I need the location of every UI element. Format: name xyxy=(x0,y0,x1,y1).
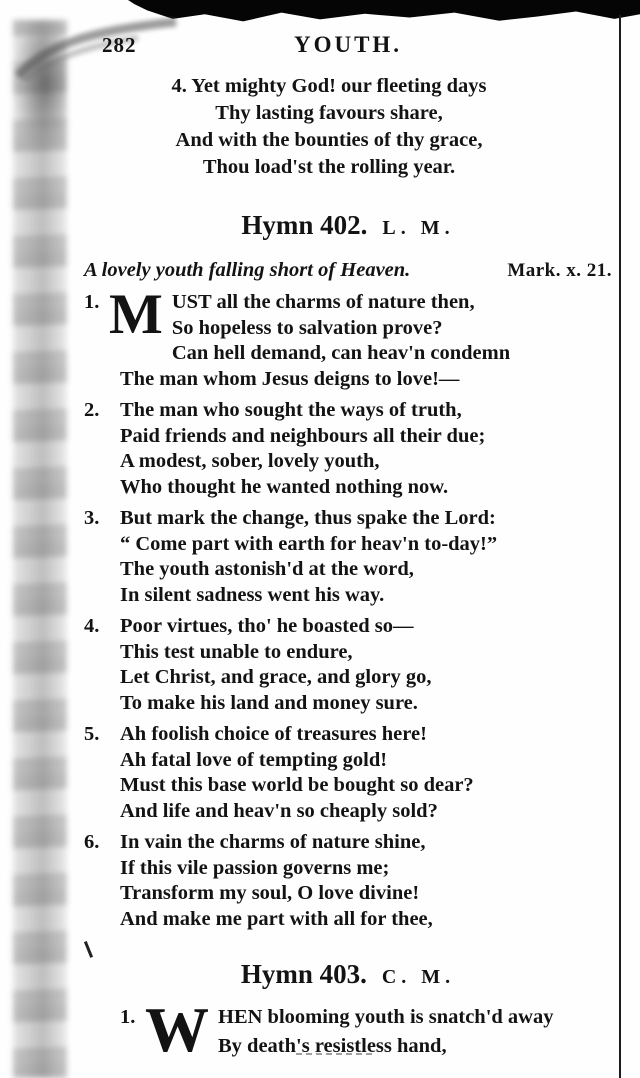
page-content xyxy=(84,30,612,1065)
verse-number: 2. xyxy=(84,399,100,421)
verse-line: Who thought he wanted nothing now. xyxy=(120,475,449,498)
hymn-verse xyxy=(120,994,612,1065)
verse-line: Ah foolish choice of treasures here! xyxy=(120,723,427,745)
hymn-402-scripture-reference: Mark. x. 21. xyxy=(507,260,612,281)
book-binding-gutter xyxy=(13,20,67,1078)
hymn-verse xyxy=(84,506,612,608)
verse-number: 3. xyxy=(84,507,100,529)
hymn-402-subtitle-row xyxy=(84,257,612,284)
verse-line: Let Christ, and grace, and glory go, xyxy=(120,666,432,688)
verse-line: And make me part with all for thee, xyxy=(120,907,433,930)
hymn-402-title: Hymn 402. xyxy=(241,210,368,240)
hymn-403-meter: C. M. xyxy=(381,966,456,988)
hymn-402-meter: L. M. xyxy=(382,217,455,239)
verse-line: The youth astonish'd at the word, xyxy=(120,558,414,580)
verse-line: But mark the change, thus spake the Lord: xyxy=(120,507,496,529)
verse-line: Can hell demand, can heav'n condemn xyxy=(171,342,511,364)
verse-line: UST all the charms of nature then, xyxy=(171,291,475,313)
verse-number: 6. xyxy=(84,831,100,853)
hymn-403-verses xyxy=(84,994,612,1065)
verse-line: Thy lasting favours share, xyxy=(215,102,443,124)
verse-line: Must this base world be bought so dear? xyxy=(120,774,474,796)
verse-line: In vain the charms of nature shine, xyxy=(120,831,426,853)
hymn-403-title: Hymn 403. xyxy=(240,959,367,989)
verse-line: Ah fatal love of tempting gold! xyxy=(120,748,388,771)
page-number: 282 xyxy=(102,33,137,57)
verse-line: The man whom Jesus deigns to love!— xyxy=(120,367,460,390)
verse-number: 1. xyxy=(120,1006,136,1028)
verse-line: And with the bounties of thy grace, xyxy=(175,129,483,151)
hymn-verse xyxy=(84,614,612,716)
page-edge-line xyxy=(619,15,621,1078)
page-header-row xyxy=(84,30,612,60)
verse-line: Thou load'st the rolling year. xyxy=(202,156,456,178)
verse-line: And life and heav'n so cheaply sold? xyxy=(120,799,438,822)
verse-line: HEN blooming youth is snatch'd away xyxy=(218,1006,554,1028)
hymn-402-verses xyxy=(84,283,612,932)
hymn-verse xyxy=(84,830,612,932)
verse-number: 5. xyxy=(84,723,100,745)
verse-line: To make his land and money sure. xyxy=(120,691,418,714)
hymn-402-subtitle: A lovely youth falling short of Heaven. xyxy=(84,259,411,281)
verse-number: 1. xyxy=(84,291,100,313)
previous-hymn-verse-4 xyxy=(84,73,612,181)
verse-line: 4. Yet mighty God! our fleeting days xyxy=(171,75,487,97)
hymn-verse xyxy=(84,722,612,824)
verse-line: Paid friends and neighbours all their due; xyxy=(120,424,486,447)
drop-cap-letter: W xyxy=(145,994,209,1065)
hymn-verse xyxy=(84,398,612,500)
verse-line: In silent sadness went his way. xyxy=(120,583,385,606)
verse-line: If this vile passion governs me; xyxy=(120,856,390,879)
verse-line: The man who sought the ways of truth, xyxy=(120,399,462,421)
verse-line: So hopeless to salvation prove? xyxy=(171,316,443,339)
verse-line: This test unable to endure, xyxy=(120,640,353,663)
hymn-402-heading xyxy=(84,207,612,248)
hymn-403-heading xyxy=(84,956,612,997)
verse-line: Poor virtues, tho' he boasted so— xyxy=(120,615,414,637)
verse-line: Transform my soul, O love divine! xyxy=(120,882,420,904)
verse-line: By death's resistless hand, xyxy=(218,1035,447,1057)
section-header: YOUTH. xyxy=(293,32,403,57)
verse-line: “ Come part with earth for heav'n to-day!” xyxy=(120,532,498,555)
hymn-verse xyxy=(84,283,612,392)
verse-line: A modest, sober, lovely youth, xyxy=(120,450,380,472)
drop-cap-letter: M xyxy=(109,283,163,346)
verse-number: 4. xyxy=(84,615,100,637)
